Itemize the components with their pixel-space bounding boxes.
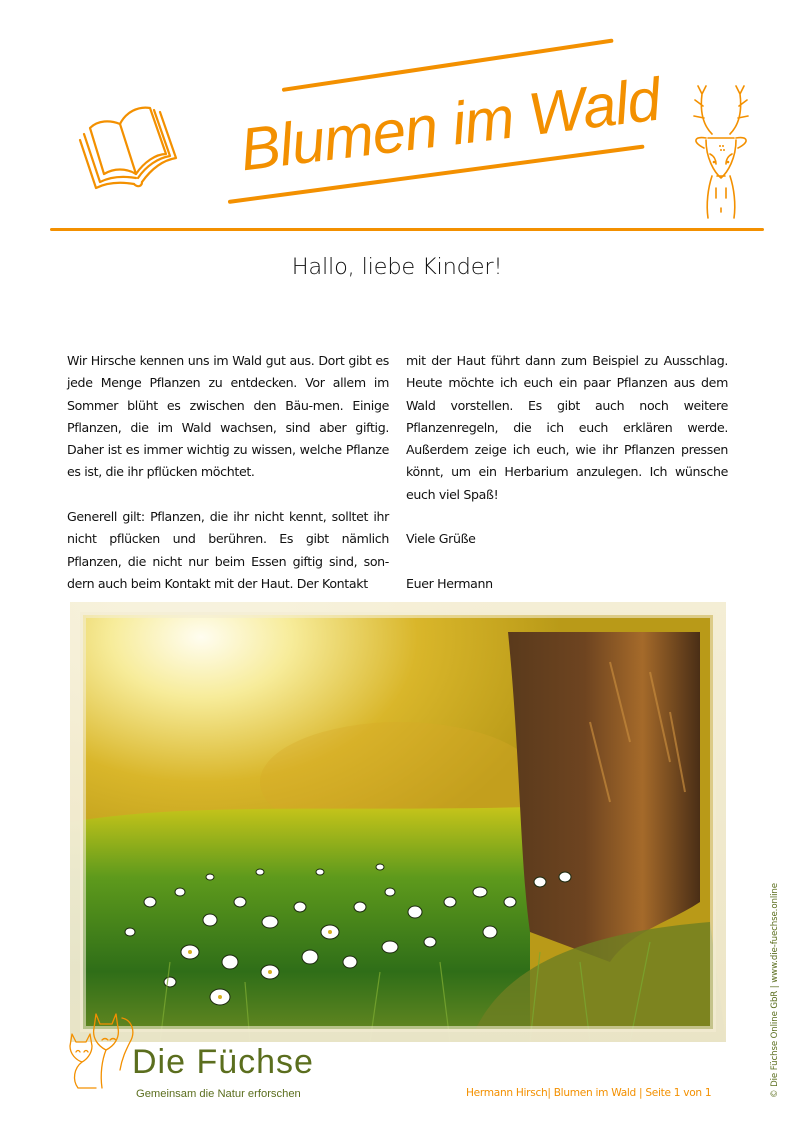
paragraph: mit der Haut führt dann zum Beispiel zu Ausschlag. Heute möchte ich euch ein paar Pflanzen aus dem Wald vorstellen. Es gibt auch noch weitere Pflanzenregeln, die ich euch erklären werde. Außerdem zeige ich euch, wie ihr Pflanzen pressen könnt, um ein Herbarium anzulegen. Ich wünsche euch viel Spaß! [406,353,728,502]
paragraph: Generell gilt: Pflanzen, die ihr nicht kennt, solltet ihr nicht pflücken und berühren. Es gibt nämlich Pflanzen, die nicht nur beim Essen giftig sind, son-dern auch beim Kontakt mit der Haut. Der Kontakt [67,509,389,591]
forest-flowers-image [70,602,726,1042]
text-column-right [406,350,728,595]
copyright-notice: © Die Füchse Online GbR | www.die-fuechse.online [770,883,780,1098]
text-column-left [67,350,389,595]
book-icon [76,104,186,190]
deer-icon [690,84,752,220]
greeting-heading: Hallo, liebe Kinder! [291,254,503,280]
closing: Viele Grüße [406,531,476,547]
footer-page-info: Hermann Hirsch| Blumen im Wald | Seite 1 von 1 [466,1087,712,1099]
page-title: Blumen im Wald [236,65,664,184]
signature: Euer Hermann [406,575,493,591]
header-divider [50,228,764,231]
paragraph: Wir Hirsche kennen uns im Wald gut aus. Dort gibt es jede Menge Pflanzen zu entdecken. Vor allem im Sommer blüht es zwischen den Bäu-men. Einige Pflanzen, die im Wald wachsen, sind aber giftig. Daher ist es immer wichtig zu wissen, welche Pflanze es ist, die ihr pflücken möchtet. [67,353,389,480]
brand-tagline: Gemeinsam die Natur erforschen [136,1088,301,1100]
brand-name: Die Füchse [132,1043,314,1081]
